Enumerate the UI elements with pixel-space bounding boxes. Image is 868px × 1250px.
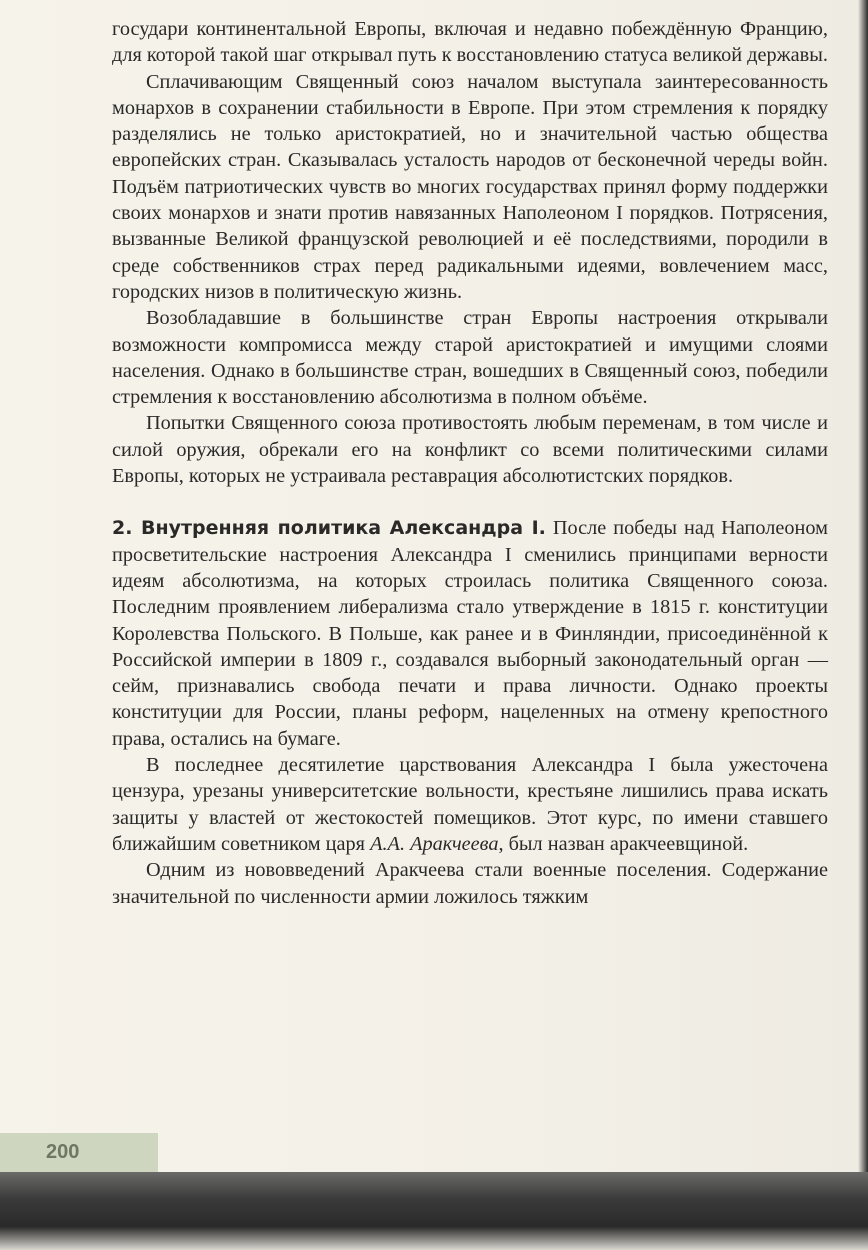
body-text [112, 16, 828, 910]
paragraph-text: , был назван аракчеевщиной. [498, 832, 749, 855]
page-number: 200 [46, 1141, 80, 1163]
paragraph [112, 752, 828, 857]
section-paragraph [112, 515, 828, 752]
paragraph-text: После победы над Наполеоном просветительские настроения Александра I сменились принципами верности идеям абсолютизма, на которых строилась политика Священного союза. Последним проявлением либерализма стало утверждение в 1815 г. конституции Королевства Польского. В Польше, как ранее и в Финляндии, присоединённой к Российской империи в 1809 г., создавался выборный законодательный орган — сейм, признавались свобода печати и права личности. Однако проекты конституции для России, планы реформ, нацеленных на отмену крепостного права, остались на бумаге. [112, 517, 828, 750]
section-heading: 2. Внутренняя политика Александра I. [112, 517, 546, 540]
paragraph: Возобладавшие в большинстве стран Европы настроения открывали возможности компромисса между старой аристократией и имущими слоями населения. Однако в большинстве стран, вошедших в Священный союз, победили стремления к восстановлению абсолютизма в полном объёме. [112, 307, 828, 409]
person-name: А.А. Аракчеева [370, 832, 499, 855]
scan-bottom-edge [0, 1172, 868, 1250]
paragraph-text: В последнее десятилетие царствования Александра I была ужесточена цензура, урезаны университетские вольности, крестьяне лишились права искать защиты у властей от жестокостей помещиков. Этот курс, по имени ставшего ближайшим советником царя [112, 754, 828, 855]
paragraph: Одним из нововведений Аракчеева стали военные поселения. Содержание значительной по численности армии ложилось тяжким [112, 859, 828, 908]
paragraph: государи континентальной Европы, включая и недавно побеждённую Францию, для которой такой шаг открывал путь к восстановлению статуса великой державы. [112, 18, 828, 67]
paragraph: Сплачивающим Священный союз началом выступала заинтересованность монархов в сохранении стабильности в Европе. При этом стремления к порядку разделялись не только аристократией, но и значительной частью общества европейских стран. Сказывалась усталость народов от бесконечной череды войн. Подъём патриотических чувств во многих государствах принял форму поддержки своих монархов и знати против навязанных Наполеоном I порядков. Потрясения, вызванные Великой французской революцией и её последствиями, породили в среде собственников страх перед радикальными идеями, вовлечением масс, городских низов в политическую жизнь. [112, 70, 828, 303]
page-edge-shadow [858, 0, 868, 1250]
paragraph: Попытки Священного союза противостоять любым переменам, в том числе и силой оружия, обрекали его на конфликт со всеми политическими силами Европы, которых не устраивала реставрация абсолютистских порядков. [112, 412, 828, 488]
